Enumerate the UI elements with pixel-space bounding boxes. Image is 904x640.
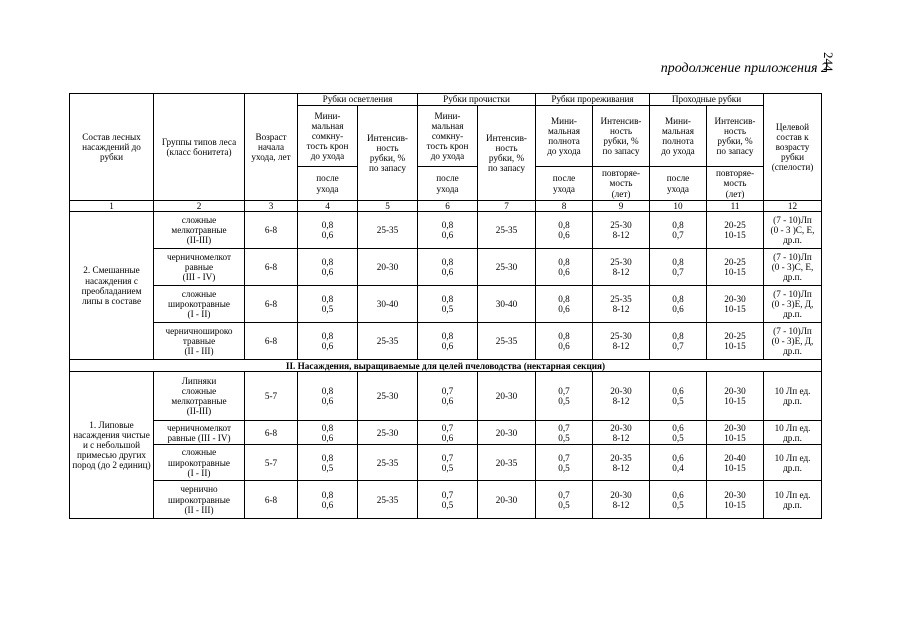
start-age: 6-8 — [245, 481, 298, 519]
header-thinning-after: после ухода — [536, 167, 593, 201]
cell-value: 0,8 0,7 — [650, 323, 707, 360]
cell-value: 20-30 10-15 — [707, 481, 764, 519]
header-cleaning-min-density: Мини- мальная сомкну- тость крон до ухода — [418, 106, 478, 167]
cell-value: 0,7 0,5 — [536, 372, 593, 421]
header-clearing-min-density: Мини- мальная сомкну- тость крон до ухода — [298, 106, 358, 167]
column-number: 1 — [70, 201, 154, 212]
cell-value: 0,8 0,7 — [650, 212, 707, 249]
cell-value: 0,8 0,6 — [536, 249, 593, 286]
header-group-clearing: Рубки осветления — [298, 94, 418, 106]
cell-value: 0,7 0,6 — [418, 421, 478, 445]
start-age: 6-8 — [245, 323, 298, 360]
cell-value: 0,8 0,6 — [298, 249, 358, 286]
cell-value: 25-35 — [478, 323, 536, 360]
cell-value: 0,8 0,5 — [298, 286, 358, 323]
cell-value: 0,8 0,6 — [298, 372, 358, 421]
cell-value: 25-35 — [358, 445, 418, 481]
cell-value: 0,6 0,5 — [650, 372, 707, 421]
table-row — [70, 372, 822, 421]
header-cleaning-after: после ухода — [418, 167, 478, 201]
cell-value: 25-30 — [358, 421, 418, 445]
header-group-passing: Проходные рубки — [650, 94, 764, 106]
cell-value: 0,7 0,5 — [536, 445, 593, 481]
target-composition: (7 - 10)Лп (0 - 3 )С, Е, др.п. — [764, 212, 822, 249]
column-number: 5 — [358, 201, 418, 212]
cell-value: 0,7 0,6 — [418, 372, 478, 421]
forest-group: черничномелкот равные (III - IV) — [154, 249, 245, 286]
cell-value: 0,8 0,6 — [536, 323, 593, 360]
cell-value: 0,8 0,6 — [418, 323, 478, 360]
header-clearing-intensity: Интенсив- ность рубки, % по запасу — [358, 106, 418, 201]
forest-care-table — [69, 93, 822, 519]
cell-value: 25-35 — [358, 481, 418, 519]
cell-value: 0,8 0,6 — [298, 481, 358, 519]
cell-value: 25-30 — [358, 372, 418, 421]
cell-value: 0,8 0,6 — [418, 212, 478, 249]
column-number: 2 — [154, 201, 245, 212]
cell-value: 25-35 — [358, 212, 418, 249]
cell-value: 20-30 10-15 — [707, 286, 764, 323]
start-age: 6-8 — [245, 212, 298, 249]
appendix-continuation-title: продолжение приложения 2 — [660, 61, 828, 76]
header-group-cleaning: Рубки прочистки — [418, 94, 536, 106]
cell-value: 20-30 — [478, 372, 536, 421]
column-number: 11 — [707, 201, 764, 212]
start-age: 6-8 — [245, 286, 298, 323]
header-passing-intensity: Интенсив- ность рубки, % по запасу — [707, 106, 764, 167]
table-row — [70, 249, 822, 286]
stand-composition: 2. Смешанные насаждения с преобладанием липы в составе — [70, 212, 154, 360]
cell-value: 25-30 8-12 — [593, 249, 650, 286]
cell-value: 0,6 0,5 — [650, 481, 707, 519]
header-clearing-after: после ухода — [298, 167, 358, 201]
forest-group: Липняки сложные мелкотравные (II-III) — [154, 372, 245, 421]
column-number: 3 — [245, 201, 298, 212]
header-thinning-repeat: повторяе- мость (лет) — [593, 167, 650, 201]
cell-value: 0,8 0,6 — [536, 212, 593, 249]
target-composition: (7 - 10)Лп (0 - 3)С, Е, др.п. — [764, 249, 822, 286]
header-passing-min-stocking: Мини- мальная полнота до ухода — [650, 106, 707, 167]
cell-value: 20-30 8-12 — [593, 372, 650, 421]
forest-group: сложные широкотравные (I - II) — [154, 286, 245, 323]
cell-value: 25-30 — [478, 249, 536, 286]
cell-value: 20-35 8-12 — [593, 445, 650, 481]
start-age: 5-7 — [245, 372, 298, 421]
cell-value: 25-35 — [478, 212, 536, 249]
header-target-composition: Целевой состав к возрасту рубки (спелости) — [764, 94, 822, 201]
cell-value: 0,8 0,6 — [650, 286, 707, 323]
table-row — [70, 445, 822, 481]
table-row — [70, 481, 822, 519]
target-composition: 10 Лп ед. др.п. — [764, 481, 822, 519]
column-number: 6 — [418, 201, 478, 212]
cell-value: 0,7 0,5 — [536, 421, 593, 445]
header-start-age: Возраст начала ухода, лет — [245, 94, 298, 201]
header-thinning-intensity: Интенсив- ность рубки, % по запасу — [593, 106, 650, 167]
cell-value: 0,7 0,5 — [418, 481, 478, 519]
cell-value: 20-30 — [478, 481, 536, 519]
cell-value: 20-25 10-15 — [707, 212, 764, 249]
header-cleaning-intensity: Интенсив- ность рубки, % по запасу — [478, 106, 536, 201]
start-age: 5-7 — [245, 445, 298, 481]
cell-value: 25-35 — [358, 323, 418, 360]
header-passing-after: после ухода — [650, 167, 707, 201]
section-title: II. Насаждения, выращиваемые для целей пчеловодства (нектарная секция) — [70, 360, 822, 372]
cell-value: 25-30 8-12 — [593, 212, 650, 249]
header-passing-repeat: повторяе- мость (лет) — [707, 167, 764, 201]
table-row — [70, 286, 822, 323]
target-composition: (7 - 10)Лп (0 - 3)Е, Д, др.п. — [764, 286, 822, 323]
cell-value: 30-40 — [358, 286, 418, 323]
forest-group: черничномелкот равные (III - IV) — [154, 421, 245, 445]
column-number: 7 — [478, 201, 536, 212]
column-number: 9 — [593, 201, 650, 212]
cell-value: 0,6 0,5 — [650, 421, 707, 445]
cell-value: 0,8 0,6 — [418, 249, 478, 286]
start-age: 6-8 — [245, 249, 298, 286]
column-number: 10 — [650, 201, 707, 212]
column-number: 4 — [298, 201, 358, 212]
cell-value: 0,8 0,7 — [650, 249, 707, 286]
page-number: 244 — [821, 52, 836, 72]
cell-value: 20-30 8-12 — [593, 481, 650, 519]
forest-group: сложные мелкотравные (II-III) — [154, 212, 245, 249]
cell-value: 20-25 10-15 — [707, 323, 764, 360]
cell-value: 25-30 8-12 — [593, 323, 650, 360]
cell-value: 0,8 0,6 — [298, 212, 358, 249]
column-number: 8 — [536, 201, 593, 212]
cell-value: 20-30 8-12 — [593, 421, 650, 445]
header-composition: Состав лесных насаждений до рубки — [70, 94, 154, 201]
table-row — [70, 323, 822, 360]
header-group-thinning: Рубки прореживания — [536, 94, 650, 106]
cell-value: 30-40 — [478, 286, 536, 323]
cell-value: 0,8 0,6 — [536, 286, 593, 323]
stand-composition: 1. Липовые насаждения чистые и с небольшой примесью других пород (до 2 единиц) — [70, 372, 154, 519]
table-row — [70, 212, 822, 249]
column-number: 12 — [764, 201, 822, 212]
cell-value: 20-30 10-15 — [707, 421, 764, 445]
cell-value: 0,7 0,5 — [418, 445, 478, 481]
cell-value: 0,8 0,6 — [298, 421, 358, 445]
header-thinning-min-stocking: Мини- мальная полнота до ухода — [536, 106, 593, 167]
target-composition: 10 Лп ед. др.п. — [764, 372, 822, 421]
forest-group: черничношироко травные (II - III) — [154, 323, 245, 360]
cell-value: 0,8 0,5 — [418, 286, 478, 323]
header-forest-group: Группы типов леса (класс бонитета) — [154, 94, 245, 201]
cell-value: 20-25 10-15 — [707, 249, 764, 286]
cell-value: 0,8 0,6 — [298, 323, 358, 360]
target-composition: 10 Лп ед. др.п. — [764, 421, 822, 445]
cell-value: 0,8 0,5 — [298, 445, 358, 481]
target-composition: (7 - 10)Лп (0 - 3)Е, Д, др.п. — [764, 323, 822, 360]
target-composition: 10 Лп ед. др.п. — [764, 445, 822, 481]
forest-group: сложные широкотравные (I - II) — [154, 445, 245, 481]
cell-value: 0,6 0,4 — [650, 445, 707, 481]
cell-value: 20-30 — [478, 421, 536, 445]
start-age: 6-8 — [245, 421, 298, 445]
cell-value: 20-30 10-15 — [707, 372, 764, 421]
table-row — [70, 421, 822, 445]
cell-value: 25-35 8-12 — [593, 286, 650, 323]
cell-value: 20-40 10-15 — [707, 445, 764, 481]
cell-value: 20-30 — [358, 249, 418, 286]
cell-value: 0,7 0,5 — [536, 481, 593, 519]
cell-value: 20-35 — [478, 445, 536, 481]
forest-group: чернично широкотравные (II - III) — [154, 481, 245, 519]
